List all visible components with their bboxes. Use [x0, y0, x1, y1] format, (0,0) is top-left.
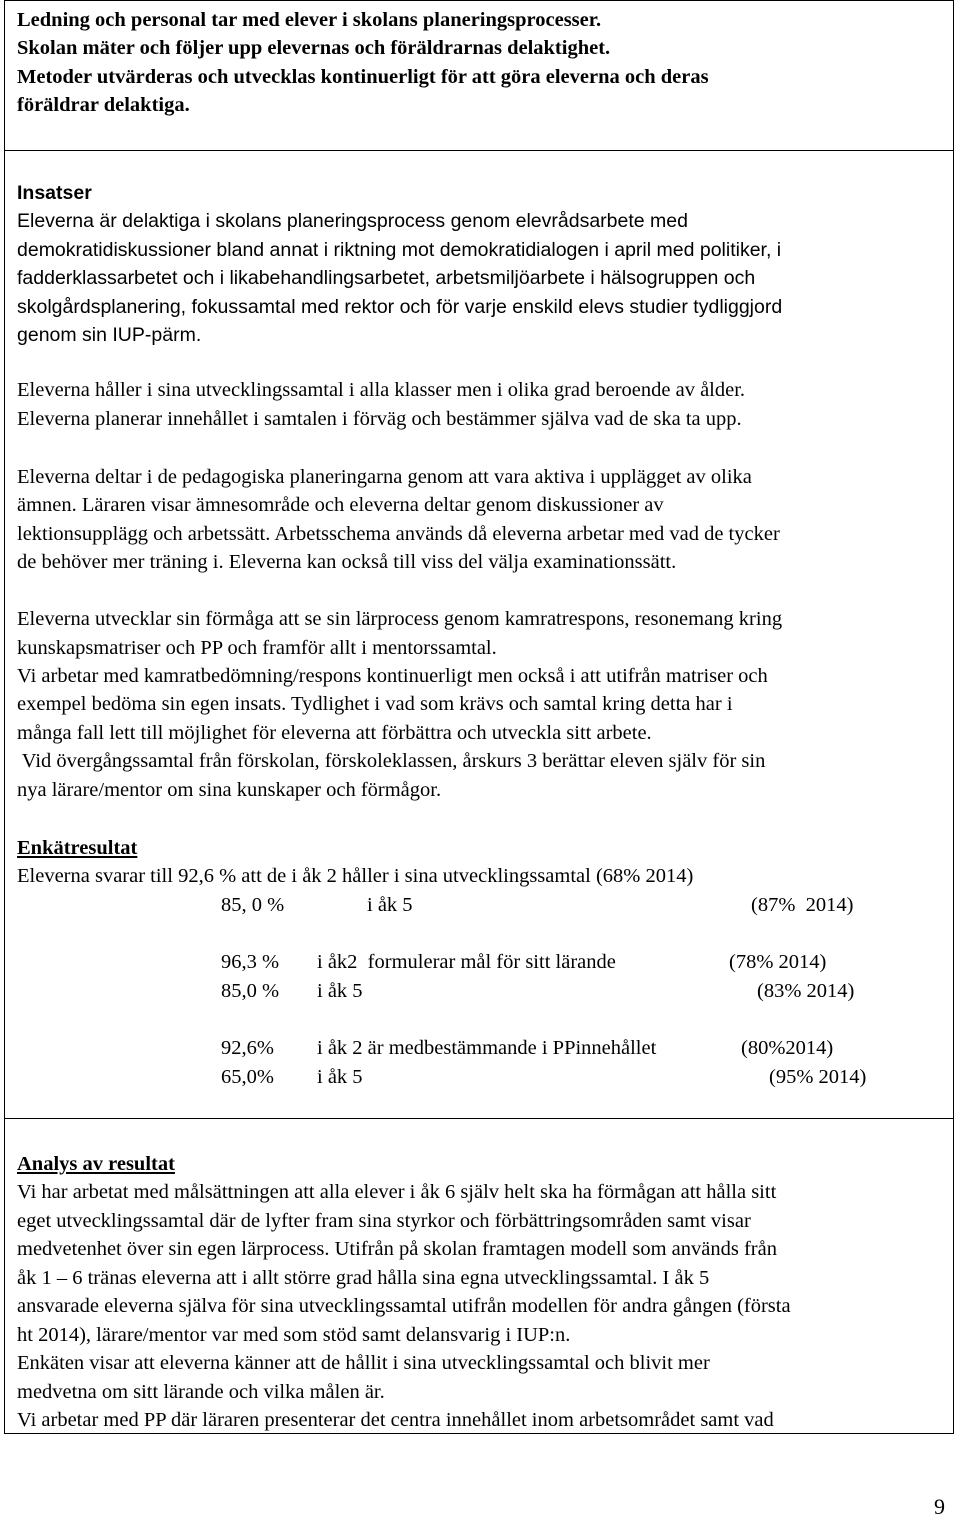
- enkat-row-pct: 65,0%: [221, 1066, 274, 1088]
- enkat-row-prev: (80%2014): [741, 1037, 834, 1059]
- insatser-para3-line: de behöver mer träning i. Eleverna kan också till viss del välja examinationssätt.: [17, 551, 677, 573]
- enkat-row-prev: (95% 2014): [769, 1066, 867, 1088]
- analys-line: åk 1 – 6 tränas eleverna att i allt större grad hålla sina egna utvecklingssamtal. I åk 5: [17, 1267, 710, 1289]
- enkat-row-prev: (87% 2014): [751, 894, 854, 916]
- insatser-para4-line: många fall lett till möjlighet för eleverna att förbättra och utveckla sitt arbete.: [17, 722, 652, 744]
- insatser-para4-line: kunskapsmatriser och PP och framför allt i mentorssamtal.: [17, 637, 497, 659]
- analys-line: ansvarade eleverna själva för sina utvecklingssamtal utifrån modellen för andra gången (första: [17, 1295, 791, 1317]
- insatser-para2-line: Eleverna planerar innehållet i samtalen i förväg och bestämmer själva vad de ska ta upp.: [17, 408, 742, 430]
- intro-line: föräldrar delaktiga.: [17, 94, 190, 116]
- insatser-para4-line: Vid övergångssamtal från förskolan, förskoleklassen, årskurs 3 berättar eleven själv för sin: [17, 750, 766, 772]
- insatser-para4-line: exempel bedöma sin egen insats. Tydlighet i vad som krävs och samtal kring detta har i: [17, 693, 733, 715]
- enkat-row-pct: 85,0 %: [221, 980, 280, 1002]
- insatser-para1-line: fadderklassarbetet och i likabehandlingsarbetet, arbetsmiljöarbete i hälsogruppen och: [17, 267, 756, 289]
- analys-line: medvetenhet över sin egen lärprocess. Utifrån på skolan framtagen modell som används från: [17, 1238, 777, 1260]
- enkat-row-prev: (78% 2014): [729, 951, 827, 973]
- insatser-para1-line: skolgårdsplanering, fokussamtal med rektor och för varje enskild elevs studier tydliggjord: [17, 296, 783, 318]
- insatser-para1-line: Eleverna är delaktiga i skolans planeringsprocess genom elevrådsarbete med: [17, 210, 688, 232]
- enkat-row-pct: 92,6%: [221, 1037, 274, 1059]
- insatser-para3-line: Eleverna deltar i de pedagogiska planeringarna genom att vara aktiva i upplägget av olika: [17, 466, 752, 488]
- intro-box: [4, 0, 954, 151]
- analys-line: Vi arbetar med PP där läraren presenterar det centra innehållet inom arbetsområdet samt vad: [17, 1409, 774, 1431]
- enkat-row-desc: i åk2 formulerar mål för sitt lärande: [317, 951, 616, 973]
- enkat-row-desc: i åk 5: [367, 894, 413, 916]
- analys-line: ht 2014), lärare/mentor var med som stöd samt delansvarig i IUP:n.: [17, 1324, 571, 1346]
- analys-heading: Analys av resultat: [17, 1153, 175, 1175]
- insatser-para3-line: ämnen. Läraren visar ämnesområde och eleverna deltar genom diskussioner av: [17, 494, 664, 516]
- insatser-para1-line: demokratidiskussioner bland annat i riktning mot demokratidialogen i april med politiker, i: [17, 239, 782, 261]
- enkat-row-desc: i åk 2 är medbestämmande i PPinnehållet: [317, 1037, 657, 1059]
- insatser-para3-line: lektionsupplägg och arbetssätt. Arbetsschema används då eleverna arbetar med vad de tycker: [17, 523, 780, 545]
- insatser-para2-line: Eleverna håller i sina utvecklingssamtal i alla klasser men i olika grad beroende av ålder.: [17, 379, 746, 401]
- intro-line: Metoder utvärderas och utvecklas kontinuerligt för att göra eleverna och deras: [17, 66, 709, 88]
- enkat-heading: Enkätresultat: [17, 837, 138, 859]
- insatser-para4-line: nya lärare/mentor om sina kunskaper och förmågor.: [17, 779, 442, 801]
- analys-line: Enkäten visar att eleverna känner att de hållit i sina utvecklingssamtal och blivit mer: [17, 1352, 710, 1374]
- insatser-box: [4, 150, 954, 1119]
- intro-line: Ledning och personal tar med elever i skolans planeringsprocesser.: [17, 9, 602, 31]
- intro-line: Skolan mäter och följer upp elevernas och föräldrarnas delaktighet.: [17, 37, 611, 59]
- insatser-para4-line: Eleverna utvecklar sin förmåga att se sin lärprocess genom kamratrespons, resonemang kring: [17, 608, 783, 630]
- analys-line: medvetna om sitt lärande och vilka målen är.: [17, 1381, 385, 1403]
- insatser-para4-line: Vi arbetar med kamratbedömning/respons kontinuerligt men också i att utifrån matriser och: [17, 665, 768, 687]
- insatser-para1-line: genom sin IUP-pärm.: [17, 324, 202, 346]
- enkat-row-desc: i åk 5: [317, 1066, 363, 1088]
- enkat-row-prev: (83% 2014): [757, 980, 855, 1002]
- page-number: 9: [934, 1494, 945, 1519]
- enkat-intro: Eleverna svarar till 92,6 % att de i åk 2 håller i sina utvecklingssamtal (68% 2014): [17, 865, 694, 887]
- enkat-row-pct: 96,3 %: [221, 951, 280, 973]
- analys-line: Vi har arbetat med målsättningen att alla elever i åk 6 själv helt ska ha förmågan att hålla sitt: [17, 1181, 777, 1203]
- enkat-row-desc: i åk 5: [317, 980, 363, 1002]
- insatser-heading: Insatser: [17, 182, 92, 204]
- analys-line: eget utvecklingssamtal där de lyfter fram sina styrkor och förbättringsområden samt visar: [17, 1210, 751, 1232]
- enkat-row-pct: 85, 0 %: [221, 894, 285, 916]
- analys-box: [4, 1118, 954, 1434]
